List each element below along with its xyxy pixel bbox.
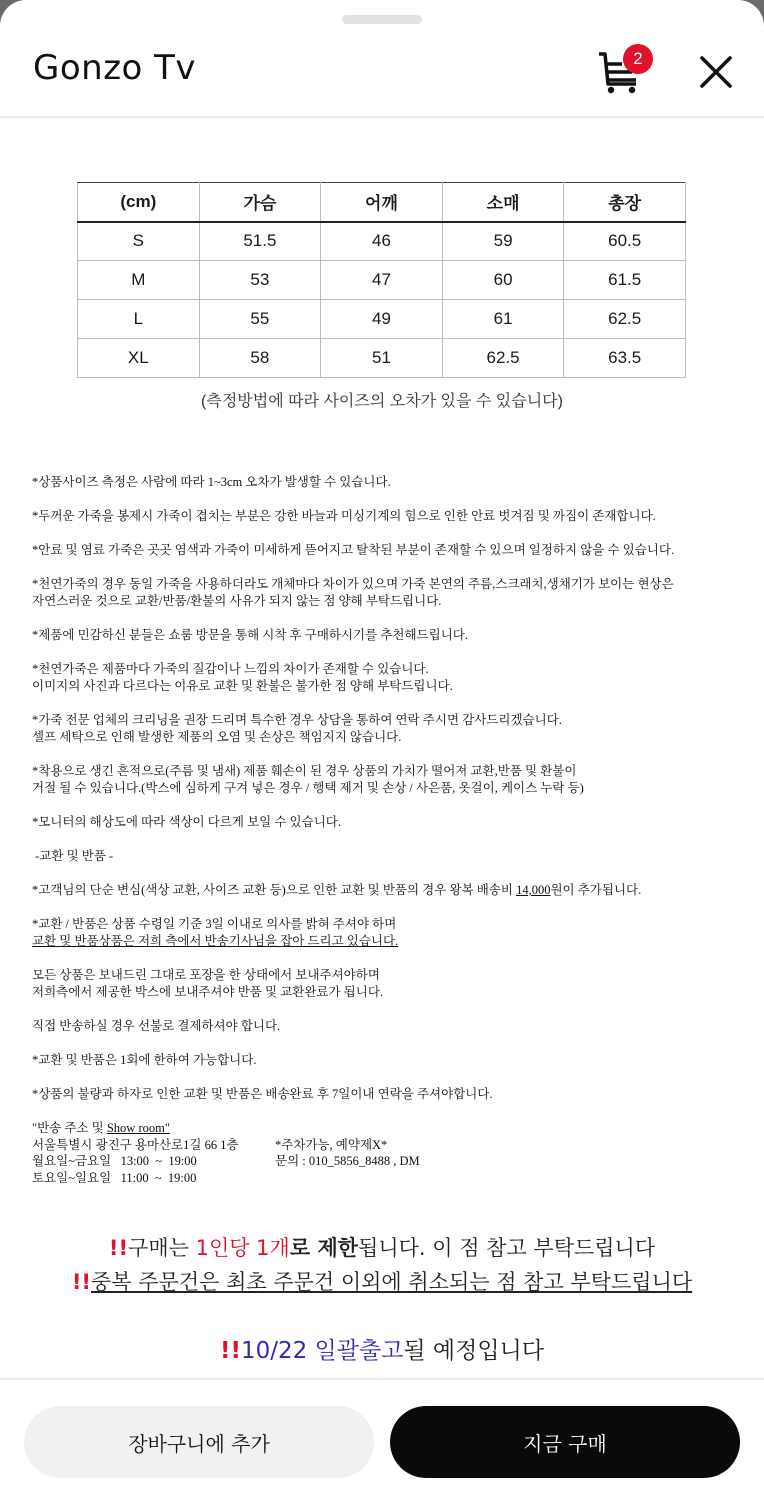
table-header-row (78, 183, 686, 222)
note: *안료 및 염료 가죽은 곳곳 염색과 가죽이 미세하게 뜯어지고 탈착된 부분이 존재할 수 있으며 일정하지 않을 수 있습니다. (32, 543, 675, 557)
note (32, 661, 732, 695)
table-cell: 61 (442, 300, 564, 339)
note-line: *천연가죽은 제품마다 가죽의 질감이나 느낌의 차이가 존재할 수 있습니다. (32, 662, 429, 676)
parking-info: *주차가능, 예약제X* (275, 1137, 388, 1152)
action-bar (0, 1378, 764, 1500)
notice-text: 중복 주문건은 최초 주문건 이외에 취소되는 점 참고 부탁드립니다 (91, 1270, 693, 1294)
table-cell: 62.5 (564, 300, 686, 339)
notice-text: 구매는 (128, 1236, 196, 1260)
purchase-limit-notice (0, 1232, 764, 1262)
table-cell: 51 (321, 339, 443, 378)
note-line: 저희측에서 제공한 박스에 보내주셔야 반품 및 교환완료가 됩니다. (32, 985, 384, 999)
alert-marks: !! (219, 1338, 241, 1364)
table-cell: 49 (321, 300, 443, 339)
shipping-date: 10/22 일괄출고 (240, 1338, 404, 1364)
column-header: (cm) (78, 183, 200, 222)
table-cell: 55 (199, 300, 321, 339)
notice-text: 됩니다. 이 점 참고 부탁드립니다 (358, 1236, 656, 1260)
size-label: S (78, 222, 200, 261)
table-cell: 60.5 (564, 222, 686, 261)
hours-row (32, 1170, 732, 1187)
note (32, 916, 732, 950)
note-line: 교환 및 반품상품은 저희 측에서 반송기사님을 잡아 드리고 있습니다. (32, 934, 399, 948)
return-address (32, 1120, 732, 1186)
add-to-cart-button[interactable]: 장바구니에 추가 (24, 1406, 374, 1478)
size-label: L (78, 300, 200, 339)
table-cell: 46 (321, 222, 443, 261)
cart-count-badge: 2 (623, 44, 653, 74)
note-text: 원이 추가됩니다. (550, 883, 642, 897)
note (32, 712, 732, 746)
size-label: XL (78, 339, 200, 378)
brand-title: Gonzo Tv (33, 48, 197, 88)
close-button[interactable] (698, 54, 734, 90)
note: *교환 및 반품은 1회에 한하여 가능합니다. (32, 1053, 257, 1067)
table-cell: 51.5 (199, 222, 321, 261)
note-line: *가죽 전문 업체의 크리닝을 권장 드리며 특수한 경우 상담을 통하여 연락 주시면 감사드리겠습니다. (32, 713, 562, 727)
size-chart-note: (측정방법에 따라 사이즈의 오차가 있을 수 있습니다) (201, 393, 563, 410)
alert-marks: !! (71, 1270, 92, 1294)
column-header: 가슴 (199, 183, 321, 222)
header (0, 30, 764, 118)
table-row (78, 300, 686, 339)
notice-text: 로 (289, 1236, 318, 1260)
note: *제품에 민감하신 분들은 쇼룸 방문을 통해 시착 후 구매하시기를 추천해드립니다. (32, 628, 468, 642)
note-line: 거절 될 수 있습니다.(박스에 심하게 구겨 넣은 경우 / 행택 제거 및 손상 / 사은품, 옷걸이, 케이스 누락 등) (32, 781, 584, 795)
note-line: *천연가죽의 경우 동일 가죽을 사용하더라도 개체마다 차이가 있으며 가죽 본연의 주름,스크래치,생채기가 보이는 현상은 (32, 577, 674, 591)
size-label: M (78, 261, 200, 300)
table-row (78, 222, 686, 261)
column-header: 어깨 (321, 183, 443, 222)
note: *상품의 불량과 하자로 인한 교환 및 반품은 배송완료 후 7일이내 연락을 주셔야합니다. (32, 1087, 493, 1101)
weekday-hours: 월요일~금요일 13:00 ~ 19:00 (32, 1154, 197, 1168)
note-line: 이미지의 사진과 다르다는 이유로 교환 및 환불은 불가한 점 양해 부탁드립니다. (32, 679, 453, 693)
column-header: 소매 (442, 183, 564, 222)
note: *모니터의 해상도에 따라 색상이 다르게 보일 수 있습니다. (32, 815, 341, 829)
notice-text: 제한 (317, 1236, 359, 1260)
shipping-date-notice (0, 1332, 764, 1365)
table-cell: 60 (442, 261, 564, 300)
alert-marks: !! (108, 1236, 129, 1260)
showroom-label: Show room" (106, 1121, 170, 1135)
note (32, 576, 732, 610)
street-address: 서울특별시 광진구 용마산로1길 66 1층 (32, 1137, 239, 1152)
note-line: 모든 상품은 보내드린 그대로 포장을 한 상태에서 보내주셔야하며 (32, 968, 380, 982)
table-cell: 61.5 (564, 261, 686, 300)
product-description (0, 120, 764, 1378)
note: 직접 반송하실 경우 선불로 결제하셔야 합니다. (32, 1019, 281, 1033)
section-heading: -교환 및 반품 - (32, 849, 114, 863)
note-line: 자연스러운 것으로 교환/반품/환불의 사유가 되지 않는 점 양해 부탁드립니다. (32, 594, 442, 608)
note: *상품사이즈 측정은 사람에 따라 1~3cm 오차가 발생할 수 있습니다. (32, 475, 391, 489)
table-cell: 58 (199, 339, 321, 378)
note (32, 763, 732, 797)
buy-now-button[interactable]: 지금 구매 (390, 1406, 740, 1478)
cart-button[interactable] (596, 44, 656, 96)
notice-text: 될 예정입니다 (403, 1338, 545, 1364)
note (32, 967, 732, 1001)
address-title (32, 1120, 732, 1137)
table-cell: 62.5 (442, 339, 564, 378)
note-line: *착용으로 생긴 흔적으로(주름 및 냄새) 제품 훼손이 된 경우 상품의 가치가 떨어져 교환,반품 및 환불이 (32, 764, 577, 778)
note-line: *교환 / 반품은 상품 수령일 기준 3일 이내로 의사를 밝혀 주셔야 하며 (32, 917, 397, 931)
note: *두꺼운 가죽을 봉제시 가죽이 겹치는 부분은 강한 바늘과 미싱기계의 힘으로 인한 안료 벗겨짐 및 까짐이 존재합니다. (32, 509, 656, 523)
table-row (78, 261, 686, 300)
table-cell: 53 (199, 261, 321, 300)
duplicate-order-notice (0, 1266, 764, 1296)
size-chart-table (77, 182, 686, 378)
drag-handle[interactable] (342, 15, 422, 24)
table-row (78, 339, 686, 378)
close-icon (698, 54, 734, 90)
table-cell: 59 (442, 222, 564, 261)
contact-info: 문의 : 010_5856_8488 , DM (275, 1154, 420, 1168)
note-line: 셀프 세탁으로 인해 발생한 제품의 오염 및 손상은 책임지지 않습니다. (32, 730, 402, 744)
note-text: *고객님의 단순 변심(색상 교환, 사이즈 교환 등)으로 인한 교환 및 반품의 경우 왕복 배송비 (32, 883, 517, 897)
notice-highlight: 1인당 1개 (195, 1236, 290, 1260)
hours-row (32, 1153, 732, 1170)
address-row (32, 1137, 732, 1154)
table-cell: 47 (321, 261, 443, 300)
shipping-fee: 14,000 (516, 883, 551, 897)
policy-notes (32, 474, 732, 1186)
address-title-text: "반송 주소 및 (32, 1121, 107, 1135)
table-cell: 63.5 (564, 339, 686, 378)
weekend-hours: 토요일~일요일 11:00 ~ 19:00 (32, 1170, 197, 1185)
note (32, 882, 732, 899)
column-header: 총장 (564, 183, 686, 222)
